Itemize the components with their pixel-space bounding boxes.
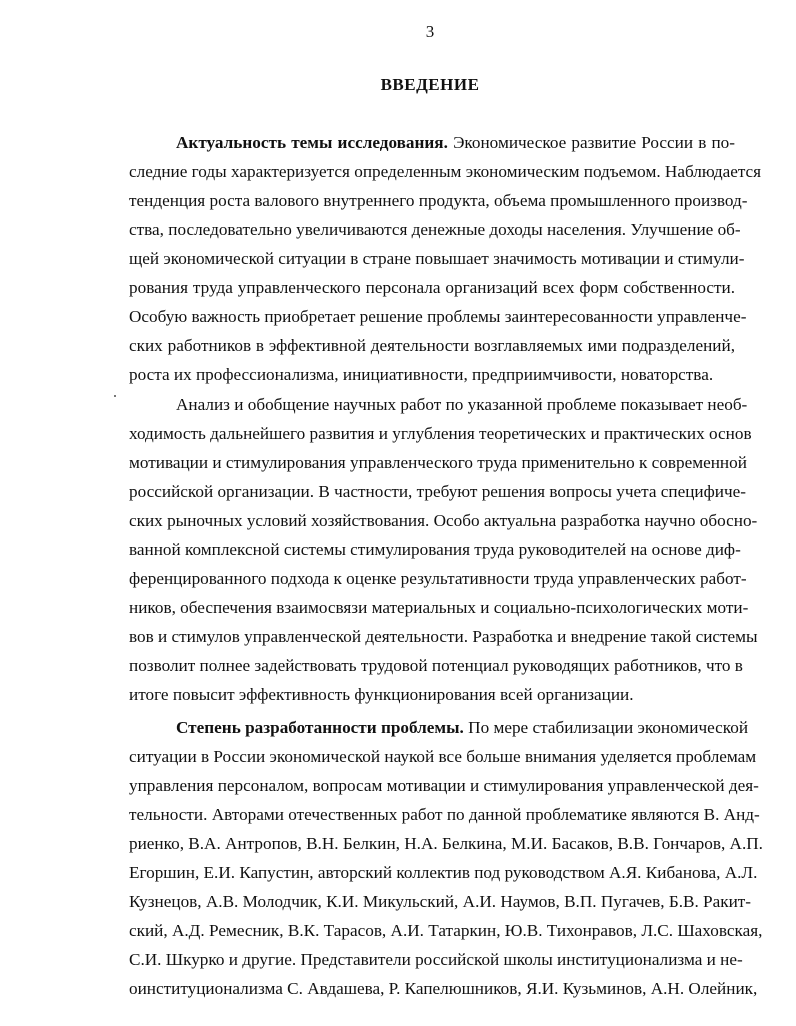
paragraph-line: управления персоналом, вопросам мотивации и стимулирования управленческой дея- <box>129 776 759 795</box>
paragraph-line: Кузнецов, А.В. Молодчик, К.И. Микульский, А.И. Наумов, В.П. Пугачев, Б.В. Ракит- <box>129 892 752 911</box>
paragraph-line: щей экономической ситуации в стране повышает значимость мотивации и стимули- <box>129 249 745 268</box>
paragraph-line: позволит полнее задействовать трудовой потенциал руководящих работников, что в <box>129 656 743 675</box>
paragraph-lead: Актуальность темы исследования. <box>176 133 448 152</box>
paragraph-line: Анализ и обобщение научных работ по указанной проблеме показывает необ- <box>176 395 748 414</box>
paragraph-line: ников, обеспечения взаимосвязи материальных и социально-психологических моти- <box>129 598 749 617</box>
paragraph-line: ства, последовательно увеличиваются денежные доходы населения. Улучшение об- <box>129 220 741 239</box>
paragraph-line: ситуации в России экономической наукой все больше внимания уделяется проблемам <box>129 747 757 766</box>
paragraph-lead: Степень разработанности проблемы. <box>176 718 464 737</box>
scan-mark <box>114 395 116 397</box>
paragraph-line: итоге повысит эффективность функционирования всей организации. <box>129 685 634 704</box>
paragraph-line: ский, А.Д. Ремесник, В.К. Тарасов, А.И. Татаркин, Ю.В. Тихонравов, Л.С. Шаховская, <box>129 921 763 940</box>
paragraph-line: мотивации и стимулирования управленческого труда применительно к современной <box>129 453 747 472</box>
paragraph-line: Степень разработанности проблемы. По мере стабилизации экономической <box>176 718 749 737</box>
paragraph-line: рования труда управленческого персонала организаций всех форм собственности. <box>129 278 735 297</box>
paragraph-line: ференцированного подхода к оценке результативности труда управленческих работ- <box>129 569 747 588</box>
paragraph-line: Особую важность приобретает решение проблемы заинтересованности управленче- <box>129 307 747 326</box>
paragraph-line: тенденция роста валового внутреннего продукта, объема промышленного производ- <box>129 191 748 210</box>
paragraph-line: роста их профессионализма, инициативности, предприимчивости, новаторства. <box>129 365 714 384</box>
paragraph-line: Егоршин, Е.И. Капустин, авторский коллектив под руководством А.Я. Кибанова, А.Л. <box>129 863 758 882</box>
paragraph-line: ванной комплексной системы стимулирования труда руководителей на основе диф- <box>129 540 741 559</box>
paragraph-line: вов и стимулов управленческой деятельности. Разработка и внедрение такой системы <box>129 627 758 646</box>
paragraph-line: ских рыночных условий хозяйствования. Особо актуальна разработка научно обосно- <box>129 511 758 530</box>
paragraph-line: ходимость дальнейшего развития и углубления теоретических и практических основ <box>129 424 752 443</box>
paragraph-line: С.И. Шкурко и другие. Представители российской школы институционализма и не- <box>129 950 743 969</box>
paragraph-line: оинституционализма С. Авдашева, Р. Капелюшников, Я.И. Кузьминов, А.Н. Олейник, <box>129 979 758 998</box>
paragraph-line: риенко, В.А. Антропов, В.Н. Белкин, Н.А. Белкина, М.И. Басаков, В.В. Гончаров, А.П. <box>129 834 763 853</box>
paragraph-line: следние годы характеризуется определенным экономическим подъемом. Наблюдается <box>129 162 762 181</box>
paragraph-line: ских работников в эффективной деятельности возглавляемых ими подразделений, <box>129 336 735 355</box>
paragraph-line: тельности. Авторами отечественных работ по данной проблематике являются В. Анд- <box>129 805 760 824</box>
page-number: 3 <box>425 22 435 41</box>
page-heading: ВВЕДЕНИЕ <box>380 75 480 94</box>
paragraph-line: Актуальность темы исследования. Экономическое развитие России в по- <box>176 133 736 152</box>
paragraph-line: российской организации. В частности, требуют решения вопросы учета специфиче- <box>129 482 746 501</box>
